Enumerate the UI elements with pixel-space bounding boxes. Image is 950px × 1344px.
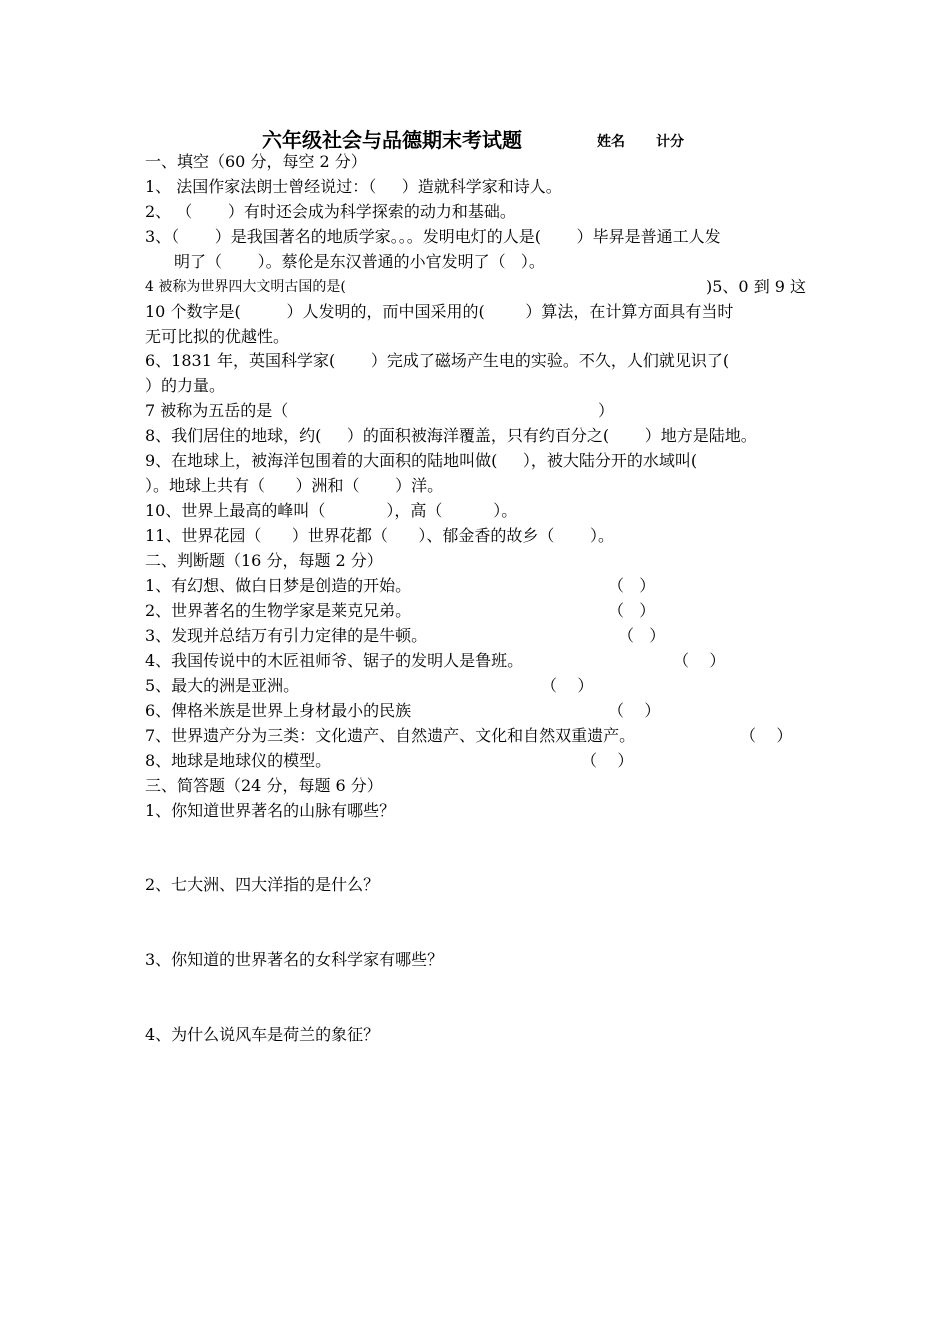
fill-blank-line-6b: ）的力量。 [145,376,226,395]
section1-heading: 一、填空（60 分，每空 2 分） [145,152,367,171]
judge-item-1: 1、有幻想、做白日梦是创造的开始。 [145,576,412,595]
judge-answer-box-7: （ ） [740,726,793,745]
judge-answer-box-3: （ ） [618,626,666,645]
fill-blank-line-3b: 明了（ ）。蔡伦是东汉普通的小官发明了（ ）。 [174,252,545,271]
name-label: 姓名 [597,134,625,150]
section3-heading: 三、简答题（24 分，每题 6 分） [145,776,383,795]
judge-answer-box-1: （ ） [608,576,656,595]
score-label: 计分 [656,134,684,150]
fill-blank-line-4: 4 被称为世界四大文明古国的是( [145,279,346,295]
judge-item-7: 7、世界遗产分为三类：文化遗产、自然遗产、文化和自然双重遗产。 [145,726,636,745]
fill-blank-line-11: 11、世界花园（ ）世界花都（ ）、郁金香的故乡（ ）。 [145,526,614,545]
short-answer-question-2: 2、七大洲、四大洋指的是什么？ [145,875,380,894]
judge-answer-box-8: （ ） [581,751,634,770]
fill-blank-line-1: 1、 法国作家法朗士曾经说过：（ ）造就科学家和诗人。 [145,177,562,196]
fill-blank-line-8: 8、我们居住的地球，约( ）的面积被海洋覆盖，只有约百分之( ）地方是陆地。 [145,426,757,445]
section2-heading: 二、判断题（16 分，每题 2 分） [145,551,383,570]
fill-blank-line-7-end: ） [598,401,615,420]
fill-blank-line-2: 2、 （ ）有时还会成为科学探索的动力和基础。 [145,202,516,221]
judge-item-5: 5、最大的洲是亚洲。 [145,676,300,695]
fill-blank-line-5: 10 个数字是( ）人发明的，而中国采用的( ）算法，在计算方面具有当时 [145,302,734,321]
fill-blank-line-6: 6、1831 年，英国科学家( ）完成了磁场产生电的实验。不久，人们就见识了( [145,351,730,370]
fill-blank-line-3: 3、（ ）是我国著名的地质学家。。。发明电灯的人是( ）毕昇是普通工人发 [145,227,721,246]
judge-answer-box-5: （ ） [541,676,594,695]
fill-blank-line-9b: ）。地球上共有（ ）洲和（ ）洋。 [145,476,444,495]
judge-item-6: 6、俾格米族是世界上身材最小的民族 [145,701,412,720]
fill-blank-line-5b: 无可比拟的优越性。 [145,327,290,346]
judge-answer-box-2: （ ） [608,601,656,620]
fill-blank-line-10: 10、世界上最高的峰叫（ ），高（ ）。 [145,501,518,520]
judge-answer-box-4: （ ） [673,651,726,670]
short-answer-question-1: 1、你知道世界著名的山脉有哪些？ [145,801,396,820]
short-answer-question-4: 4、为什么说风车是荷兰的象征？ [145,1025,380,1044]
judge-item-4: 4、我国传说中的木匠祖师爷、锯子的发明人是鲁班。 [145,651,524,670]
judge-item-3: 3、发现并总结万有引力定律的是牛顿。 [145,626,428,645]
fill-blank-line-9: 9、在地球上，被海洋包围着的大面积的陆地叫做( ），被大陆分开的水域叫( [145,451,698,470]
judge-item-8: 8、地球是地球仪的模型。 [145,751,332,770]
fill-blank-line-7: 7 被称为五岳的是（ [145,401,289,420]
fill-blank-line-4-end: )5、0 到 9 这 [706,277,807,296]
short-answer-question-3: 3、你知道的世界著名的女科学家有哪些？ [145,950,444,969]
page-title: 六年级社会与品德期末考试题 [262,128,522,152]
judge-answer-box-6: （ ） [608,701,661,720]
judge-item-2: 2、世界著名的生物学家是莱克兄弟。 [145,601,412,620]
